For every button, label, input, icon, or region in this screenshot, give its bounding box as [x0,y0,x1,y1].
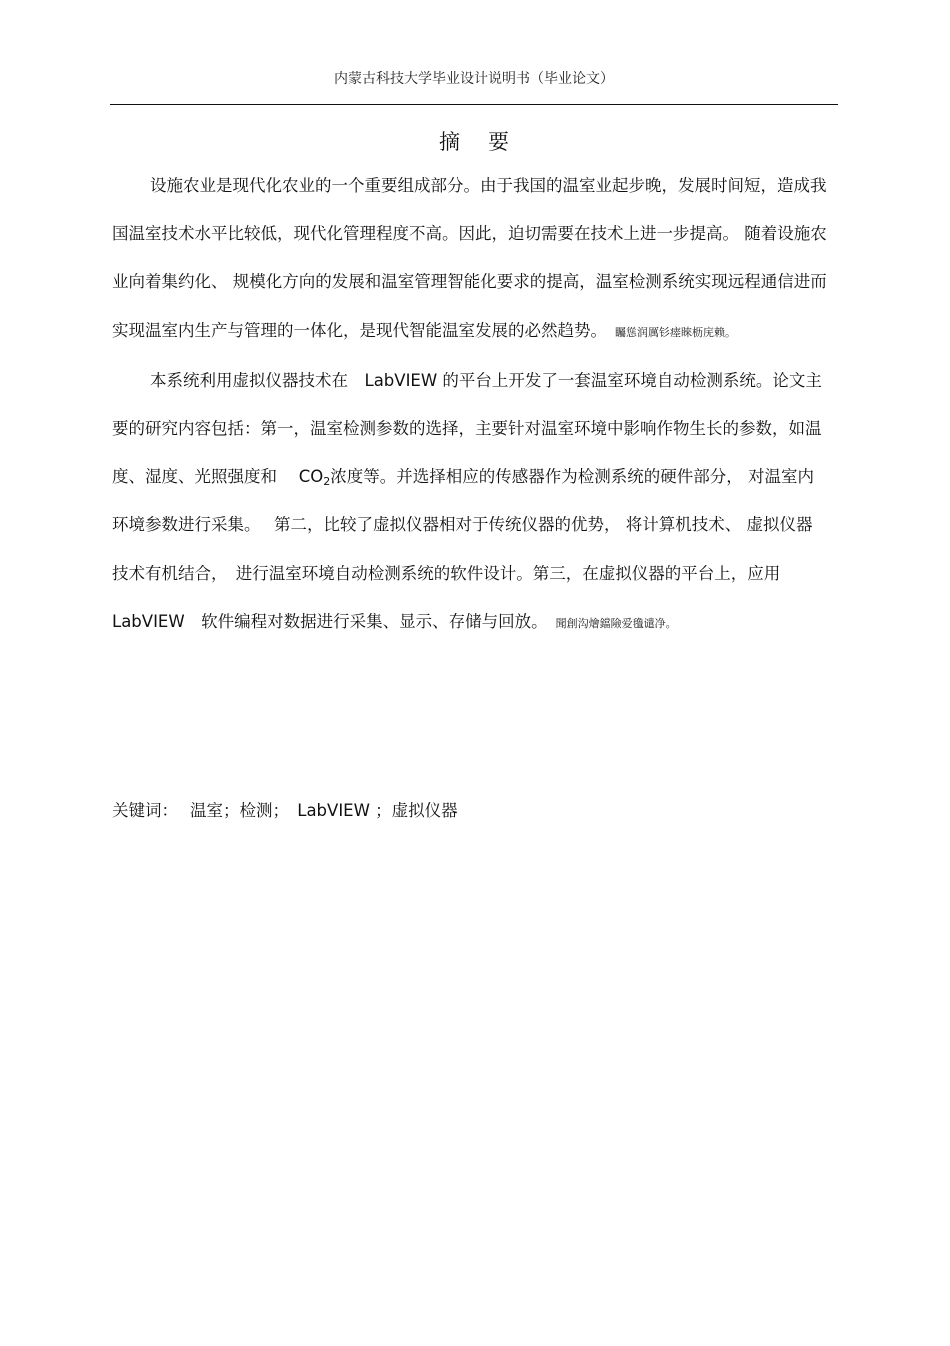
abstract-paragraph-2 [112,357,828,648]
paragraph-2-tail: 聞創沟燴鐺險爱氇谴净。 [555,616,677,630]
paragraph-2-text-a: 本系统利用虚拟仪器技术在 LabVIEW 的平台上开发了一套温室环境自动检测系统。论文主要的研究内容包括：第一，温室检测参数的选择，主要针对温室环境中影响作物生长的参数，如温度、湿度、光照强度和 CO [112,370,822,487]
paragraph-1-text: 设施农业是现代化农业的一个重要组成部分。由于我国的温室业起步晚，发展时间短，造成我国温室技术水平比较低，现代化管理程度不高。因此，迫切需要在技术上进一步提高。 随着设施农业向着集约化、 规模化方向的发展和温室管理智能化要求的提高，温室检测系统实现远程通信进而实现温室内生产与管理的一体化，是现代智能温室发展的必然趋势。 [112,176,827,340]
paragraph-2-text-b: 浓度等。并选择相应的传感器作为检测系统的硬件部分， 对温室内环境参数进行采集。 第二，比较了虚拟仪器相对于传统仪器的优势， 将计算机技术、 虚拟仪器技术有机结合， 进行温室环境自动检测系统的软件设计。第三，在虚拟仪器的平台上，应用 LabVIEW 软件编程对数据进行采集、显示、存储与回放。 [112,467,815,631]
paragraph-1-tail: 矚慫润厲钐瘗睞枥庑赖。 [615,325,736,339]
keywords-text: 温室；检测； LabVIEW ；虚拟仪器 [190,801,458,820]
keywords-line [112,787,828,835]
co2-subscript: 2 [323,475,331,489]
keywords-label: 关键词： [112,801,178,820]
header-divider [110,104,838,105]
running-header: 内蒙古科技大学毕业设计说明书（毕业论文） [334,71,614,87]
abstract-title: 摘要 [439,130,537,154]
abstract-paragraph-1 [112,162,828,357]
abstract-body [112,162,828,648]
